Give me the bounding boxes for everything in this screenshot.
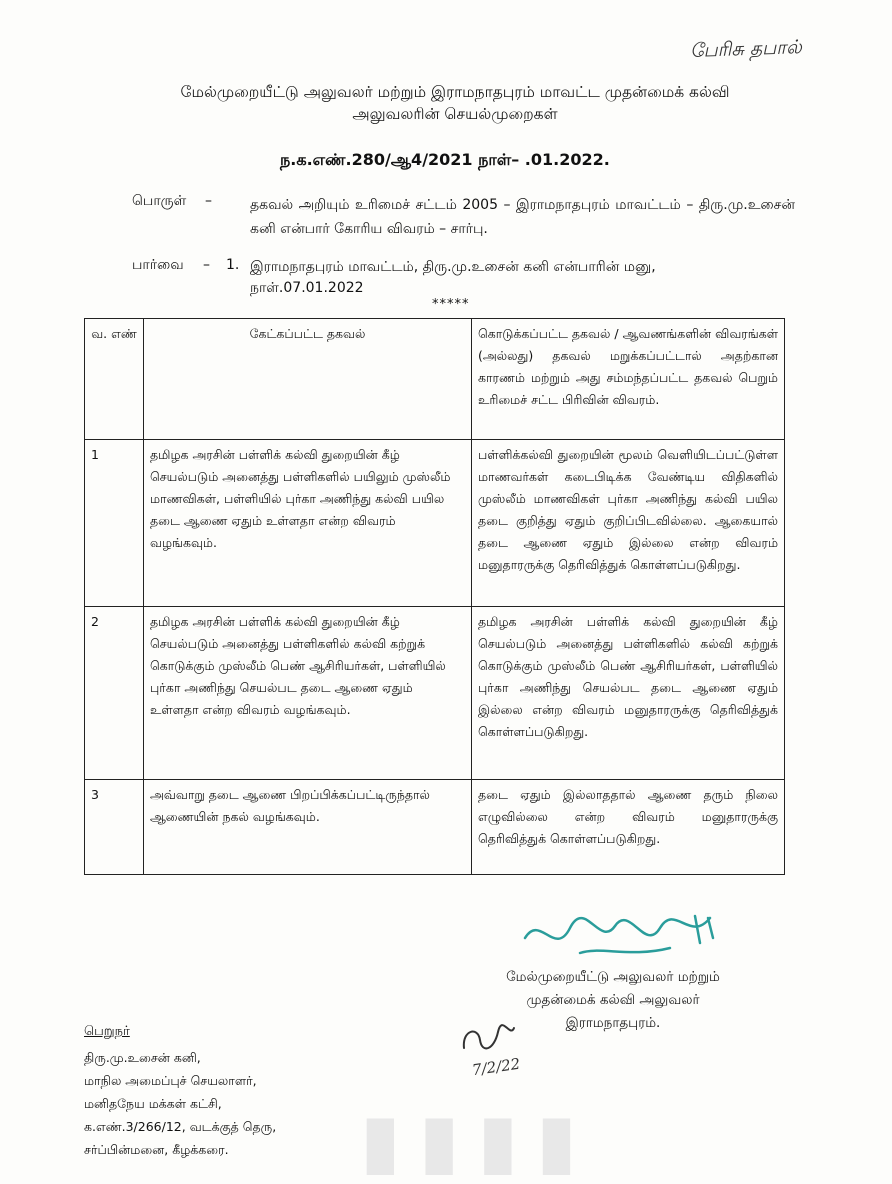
signature-line-2: முதன்மைக் கல்வி அலுவலர் [526, 992, 700, 1008]
header-answer: கொடுக்கப்பட்ட தகவல் / ஆவணங்களின் விவரங்கள் (அல்லது) தகவல் மறுக்கப்பட்டால் அதற்கான காரணம் மற்றும் அது சம்மந்தப்பட்ட தகவல் பெறும் உரிமைச் சட்ட பிரிவின் விவரம். [472, 319, 785, 440]
recipient-label: பெறுநர் [84, 1024, 130, 1039]
faint-watermark: ▮▮▮▮ [360, 1098, 595, 1184]
table-row [85, 780, 785, 875]
row-question: தமிழக அரசின் பள்ளிக் கல்வி துறையின் கீழ் செயல்படும் அனைத்து பள்ளிகளில் பயிலும் முஸ்லீம் மாணவிகள், பள்ளியில் புர்கா அணிந்து கல்வி பயில தடை ஆணை ஏதும் உள்ளதா என்ற விவரம் வழங்கவும். [144, 440, 472, 607]
heading-line-2: அலுவலரின் செயல்முறைகள் [352, 105, 558, 123]
information-table [84, 318, 785, 875]
header-sno: வ. எண் [85, 319, 144, 440]
reference-item-number: 1. [226, 257, 240, 273]
heading-line-1: மேல்முறையீட்டு அலுவலர் மற்றும் இராமநாதபுரம் மாவட்ட முதன்மைக் கல்வி [180, 83, 730, 101]
reference-label: பார்வை [132, 257, 184, 273]
reference-text: இராமநாதபுரம் மாவட்டம், திரு.மு.உசைன் கனி என்பாரின் மனு, நாள்.07.01.2022 [250, 259, 656, 296]
row-question: தமிழக அரசின் பள்ளிக் கல்வி துறையின் கீழ் செயல்படும் அனைத்து பள்ளிகளில் கல்வி கற்றுக் கொடுக்கும் முஸ்லீம் பெண் ஆசிரியர்கள், பள்ளியில் புர்கா அணிந்து செயல்பட தடை ஆணை ஏதும் உள்ளதா என்ற விவரம் வழங்கவும். [144, 607, 472, 780]
row-answer: தமிழக அரசின் பள்ளிக் கல்வி துறையின் கீழ் செயல்படும் அனைத்து பள்ளிகளில் கல்வி கற்றுக் கொடுக்கும் முஸ்லீம் பெண் ஆசிரியர்கள், பள்ளியில் புர்கா அணிந்து செயல்பட தடை ஆணை ஏதும் இல்லை என்ற விவரம் மனுதாரருக்கு தெரிவித்துக் கொள்ளப்படுகிறது. [472, 607, 785, 780]
initial-scribble [458, 1020, 518, 1054]
initial-mark [458, 1020, 522, 1080]
recipient-line: க.எண்.3/266/12, வடக்குத் தெரு, [84, 1119, 277, 1134]
reference-number: ந.க.எண்.280/ஆ4/2021 நாள்– .01.2022. [280, 150, 610, 169]
row-answer: தடை ஏதும் இல்லாததால் ஆணை தரும் நிலை எழுவில்லை என்ற விவரம் மனுதாரருக்கு தெரிவித்துக் கொள்ளப்படுகிறது. [472, 780, 785, 875]
recipient-line: மனிதநேய மக்கள் கட்சி, [84, 1096, 222, 1111]
row-sno: 3 [85, 780, 144, 875]
recipient-address [84, 1046, 276, 1161]
row-sno: 2 [85, 607, 144, 780]
subject-text: தகவல் அறியும் உரிமைச் சட்டம் 2005 – இராமநாதபுரம் மாவட்டம் – திரு.மு.உசைன் கனி என்பார் கோரிய விவரம் – சார்பு. [250, 197, 795, 237]
separator-stars: ***** [432, 297, 470, 312]
subject-label: பொருள் [132, 193, 187, 209]
signature-mark [520, 908, 730, 968]
signature-line-1: மேல்முறையீட்டு அலுவலர் மற்றும் [506, 969, 720, 985]
row-sno: 1 [85, 440, 144, 607]
recipient-line: திரு.மு.உசைன் கனி, [84, 1050, 201, 1065]
subject-dash: – [205, 193, 212, 209]
table-header-row [85, 319, 785, 440]
recipient-line: மாநில அமைப்புச் செயலாளர், [84, 1073, 257, 1088]
table-row [85, 607, 785, 780]
row-answer: பள்ளிக்கல்வி துறையின் மூலம் வெளியிடப்பட்டுள்ள மாணவர்கள் கடைபிடிக்க வேண்டிய விதிகளில் முஸ்லீம் மாணவிகள் புர்கா அணிந்து கல்வி பயில தடை குறித்து ஏதும் குறிப்பிடவில்லை. ஆகையால் தடை ஆணை ஏதும் இல்லை என்ற விவரம் மனுதாரருக்கு தெரிவித்துக் கொள்ளப்படுகிறது. [472, 440, 785, 607]
handwritten-top-note: பேரிசு தபால் [689, 36, 803, 62]
initial-date: 7/2/22 [470, 1054, 522, 1080]
reference-dash: – [203, 257, 210, 273]
row-question: அவ்வாறு தடை ஆணை பிறப்பிக்கப்பட்டிருந்தால் ஆணையின் நகல் வழங்கவும். [144, 780, 472, 875]
header-question: கேட்கப்பட்ட தகவல் [144, 319, 472, 440]
table-row [85, 440, 785, 607]
signature-line-3: இராமநாதபுரம். [565, 1015, 661, 1031]
recipient-line: சர்ப்பின்மனை, கீழக்கரை. [84, 1142, 229, 1157]
